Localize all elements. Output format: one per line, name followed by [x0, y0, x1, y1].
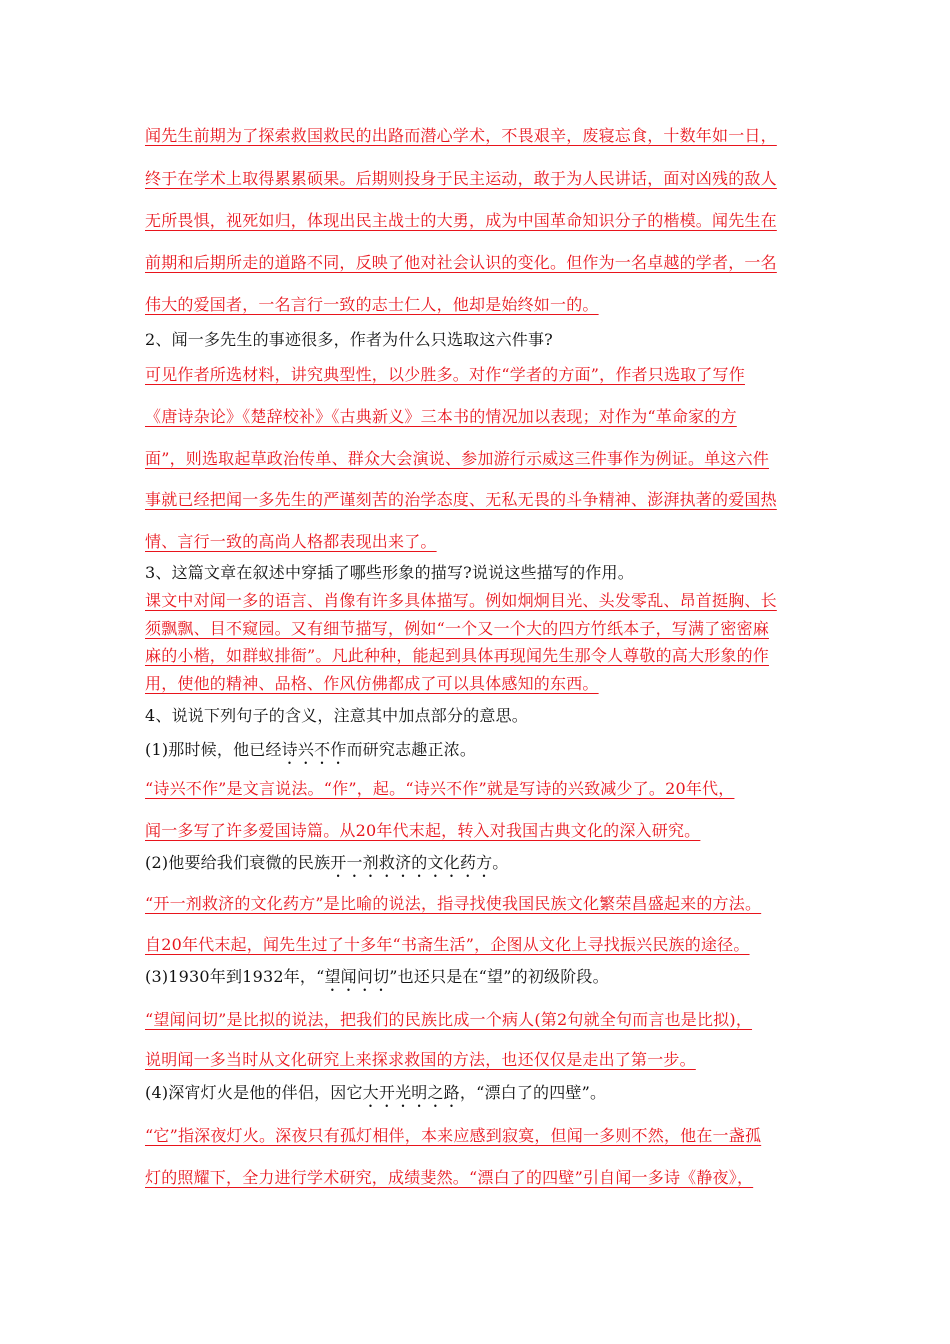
q4-item-4-answer-line-1: “它”指深夜灯火。深夜只有孤灯相伴，本来应感到寂寞，但闻一多则不然，他在一盏孤: [145, 1126, 762, 1145]
answer-3-line-3: 麻的小楷，如群蚁排衙”。凡此种种，能起到具体再现闻先生那令人尊敬的高大形象的作: [145, 646, 769, 665]
answer-3-line-1: 课文中对闻一多的语言、肖像有许多具体描写。例如炯炯目光、头发零乱、昂首挺胸、长: [145, 591, 777, 610]
q4-item-2-sentence: [145, 853, 508, 881]
answer-1-line-5: 伟大的爱国者，一名言行一致的志士仁人，他却是始终如一的。: [145, 295, 599, 314]
q4-item-3-sentence: [145, 967, 609, 995]
answer-2-line-2: 《唐诗杂论》《楚辞校补》《古典新义》三本书的情况加以表现；对作为“革命家的方: [145, 407, 737, 426]
q4-item-4-answer-line-2: 灯的照耀下，全力进行学术研究，成绩斐然。“漂白了的四壁”引自闻一多诗《静夜》，: [145, 1168, 754, 1187]
answer-1-line-4: 前期和后期所走的道路不同，反映了他对社会认识的变化。但作为一名卓越的学者，一名: [145, 253, 777, 272]
answer-2-line-1: 可见作者所选材料，讲究典型性，以少胜多。对作“学者的方面”，作者只选取了写作: [145, 365, 745, 384]
q4-item-1-dotted-phrase: 诗兴不作: [281, 740, 347, 759]
q4-item-2-dotted-phrase: 开一剂救济的文化药方: [330, 853, 493, 872]
answer-2-line-3: 面”，则选取起草政治传单、群众大会演说、参加游行示威这三件事作为例证。单这六件: [145, 449, 769, 468]
q4-item-1-sentence: [145, 740, 476, 768]
question-3: 3、这篇文章在叙述中穿插了哪些形象的描写?说说这些描写的作用。: [145, 563, 634, 582]
q4-item-3-answer-line-1: “望闻问切”是比拟的说法，把我们的民族比成一个病人(第2句就全句而言也是比拟)，: [145, 1010, 753, 1029]
q4-item-3-post: ”也还只是在“望”的初级阶段。: [389, 967, 609, 986]
q4-item-2-answer-line-1: “开一剂救济的文化药方”是比喻的说法，指寻找使我国民族文化繁荣昌盛起来的方法。: [145, 894, 762, 913]
q4-item-2-answer-line-2: 自20年代末起，闻先生过了十多年“书斋生活”，企图从文化上寻找振兴民族的途径。: [145, 935, 750, 954]
answer-1-line-3: 无所畏惧，视死如归，体现出民主战士的大勇，成为中国革命知识分子的楷模。闻先生在: [145, 211, 777, 230]
q4-item-3-dotted-phrase: 望闻问切: [324, 967, 390, 986]
q4-item-4-dotted-phrase: 大开光明之路: [362, 1083, 460, 1102]
q4-item-2-pre: (2)他要给我们衰微的民族: [145, 853, 331, 872]
q4-item-1-pre: (1)那时候，他已经: [145, 740, 282, 759]
answer-3-line-4: 用，使他的精神、品格、作风仿佛都成了可以具体感知的东西。: [145, 674, 599, 693]
q4-item-4-pre: (4)深宵灯火是他的伴侣，因它: [145, 1083, 363, 1102]
q4-item-4-post: ，“漂白了的四壁”。: [459, 1083, 607, 1102]
question-2: 2、闻一多先生的事迹很多，作者为什么只选取这六件事?: [145, 330, 553, 349]
q4-item-2-post: 。: [492, 853, 509, 872]
answer-2-line-4: 事就已经把闻一多先生的严谨刻苦的治学态度、无私无畏的斗争精神、澎湃执著的爱国热: [145, 490, 777, 509]
question-4: 4、说说下列句子的含义，注意其中加点部分的意思。: [145, 706, 528, 725]
q4-item-3-answer-line-2: 说明闻一多当时从文化研究上来探求救国的方法，也还仅仅是走出了第一步。: [145, 1050, 696, 1069]
q4-item-1-answer-line-1: “诗兴不作”是文言说法。“作”，起。“诗兴不作”就是写诗的兴致减少了。20年代，: [145, 779, 735, 798]
q4-item-1-post: 而研究志趣正浓。: [346, 740, 477, 759]
answer-1-line-1: 闻先生前期为了探索救国救民的出路而潜心学术，不畏艰辛，废寝忘食，十数年如一日，: [145, 126, 777, 145]
q4-item-4-sentence: [145, 1083, 606, 1111]
q4-item-1-answer-line-2: 闻一多写了许多爱国诗篇。从20年代末起，转入对我国古典文化的深入研究。: [145, 821, 701, 840]
q4-item-3-pre: (3)1930年到1932年，“: [145, 967, 325, 986]
answer-2-line-5: 情、言行一致的高尚人格都表现出来了。: [145, 532, 437, 551]
answer-3-line-2: 须飘飘、目不窥园。又有细节描写，例如“一个又一个大的四方竹纸本子，写满了密密麻: [145, 619, 769, 638]
answer-1-line-2: 终于在学术上取得累累硕果。后期则投身于民主运动，敢于为人民讲话，面对凶残的敌人: [145, 169, 777, 188]
